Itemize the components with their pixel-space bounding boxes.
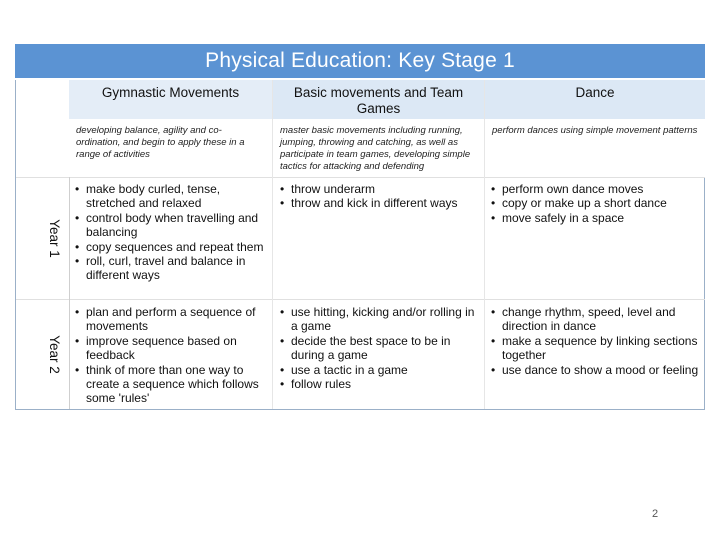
column-header-gymnastic <box>69 80 272 119</box>
page-number: 2 <box>652 508 659 520</box>
list-item: • throw and kick in different ways <box>276 196 480 210</box>
column-header-basic <box>273 80 484 119</box>
column-header-dance <box>485 80 705 119</box>
column-description-dance: perform dances using simple movement patterns <box>485 119 705 177</box>
cell-year1-basic <box>276 179 484 211</box>
row-divider <box>16 299 705 300</box>
cell-year1-dance <box>487 179 705 225</box>
title-bar <box>15 44 705 80</box>
cell-year2-basic <box>276 302 484 391</box>
list-item: • copy or make up a short dance <box>487 196 701 210</box>
list-item: • use hitting, kicking and/or rolling in a game <box>276 305 480 334</box>
list-item: • improve sequence based on feedback <box>71 334 267 363</box>
list-item: • follow rules <box>276 377 480 391</box>
list-item: • make body curled, tense, stretched and relaxed <box>71 182 267 211</box>
list-item: • decide the best space to be in during a game <box>276 334 480 363</box>
list-item: • perform own dance moves <box>487 182 701 196</box>
column-description-gymnastic: developing balance, agility and co-ordination, and begin to apply these in a range of activities <box>69 119 272 177</box>
row-label-text: Year 1 <box>46 218 62 258</box>
cell-year2-gymnastic <box>71 302 271 406</box>
page-title: Physical Education: Key Stage 1 <box>205 49 515 72</box>
list-item: • make a sequence by linking sections together <box>487 334 701 363</box>
list-item: • think of more than one way to create a sequence which follows some 'rules' <box>71 363 267 406</box>
column-description-basic: master basic movements including running, jumping, throwing and catching, as well as participate in team games, developing simple tactics for attacking and defending <box>273 119 484 177</box>
row-label-year-1 <box>38 178 70 298</box>
row-label-year-2 <box>38 300 70 408</box>
list-item: • use a tactic in a game <box>276 363 480 377</box>
list-item: • use dance to show a mood or feeling <box>487 363 701 377</box>
list-item: • roll, curl, travel and balance in different ways <box>71 254 267 283</box>
list-item: • throw underarm <box>276 182 480 196</box>
row-label-text: Year 2 <box>46 334 62 374</box>
list-item: • move safely in a space <box>487 211 701 225</box>
list-item: • plan and perform a sequence of movements <box>71 305 267 334</box>
list-item: • copy sequences and repeat them <box>71 240 267 254</box>
column-divider <box>484 80 485 409</box>
column-header-label: Basic movements and Team Games <box>293 85 464 116</box>
cell-year2-dance <box>487 302 705 377</box>
row-divider <box>16 177 705 178</box>
column-divider <box>272 80 273 409</box>
cell-year1-gymnastic <box>71 179 271 283</box>
column-header-label: Gymnastic Movements <box>101 85 240 100</box>
list-item: • change rhythm, speed, level and direction in dance <box>487 305 701 334</box>
column-header-label: Dance <box>575 85 615 100</box>
list-item: • control body when travelling and balancing <box>71 211 267 240</box>
